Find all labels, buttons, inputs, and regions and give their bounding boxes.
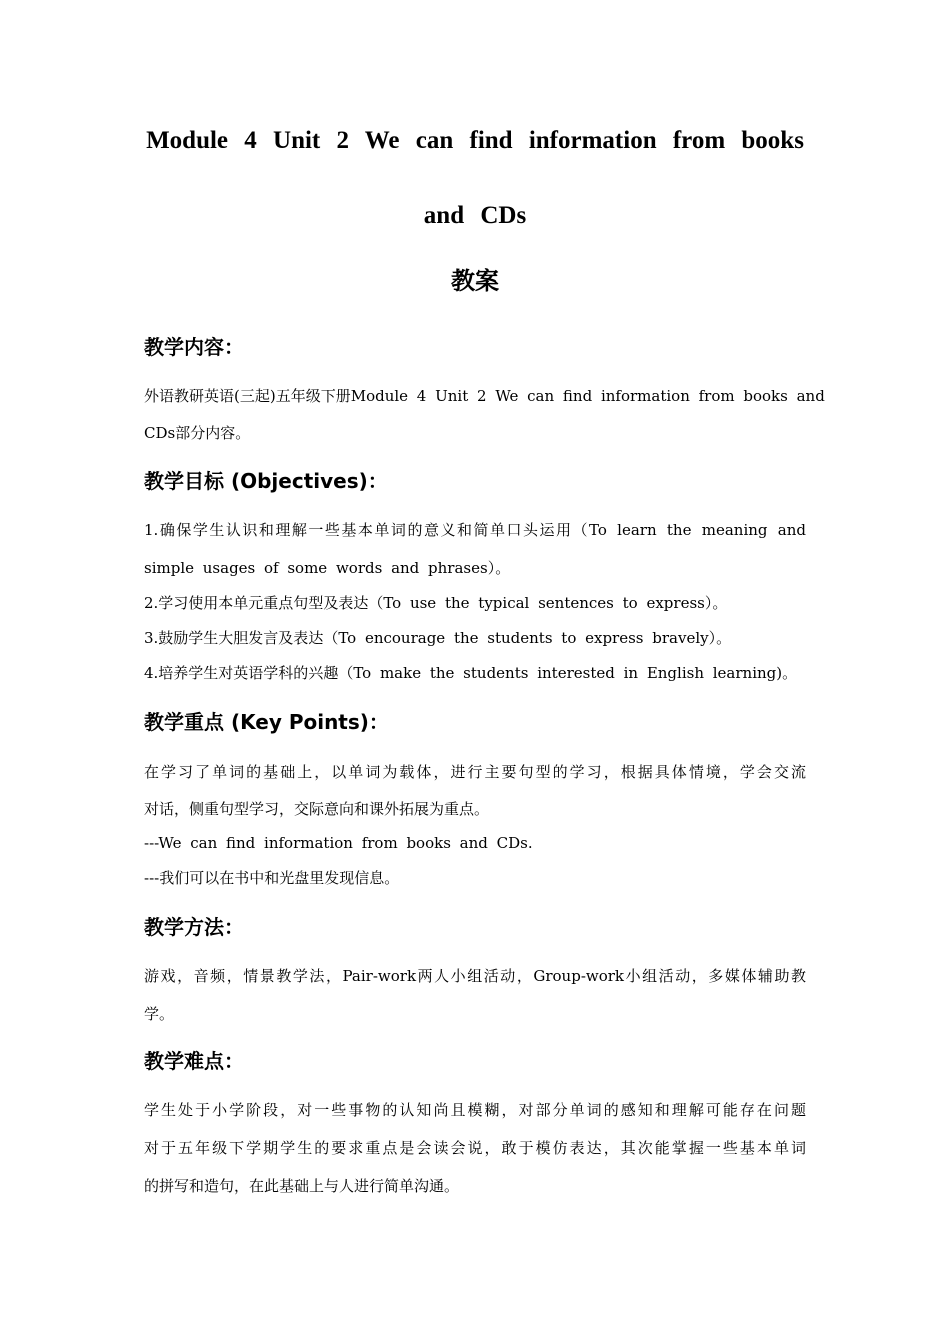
section-heading-content: 教学内容： [144,335,244,359]
difficulties-line: 对于五年级下学期学生的要求重点是会读会说，敢于模仿表达，其次能掌握一些基本单词 [144,1139,806,1157]
methods-line: 游戏，音频，情景教学法，Pair-work两人小组活动，Group-work小组活动，多媒体辅助教 [144,967,806,985]
difficulties-line: 学生处于小学阶段，对一些事物的认知尚且模糊，对部分单词的感知和理解可能存在问题 [144,1101,806,1119]
objectives-line: simple usages of some words and phrases）。 [144,559,511,577]
key-points-line: ---We can find information from books and CDs. [144,834,533,852]
document-title-line-1: Module 4 Unit 2 We can find information from books [146,127,804,154]
document-title-line-2: and CDs [423,202,527,229]
methods-line: 学。 [144,1005,175,1023]
content-line: CDs部分内容。 [144,424,251,442]
objectives-line: 2.学习使用本单元重点句型及表达（To use the typical sentences to express）。 [144,594,728,612]
document-title-line-3: 教案 [451,267,499,295]
section-heading-methods: 教学方法： [144,915,244,939]
key-points-line: 对话，侧重句型学习，交际意向和课外拓展为重点。 [144,800,490,818]
objectives-line: 4.培养学生对英语学科的兴趣（To make the students interested in English learning)。 [144,664,798,682]
key-points-line: 在学习了单词的基础上，以单词为载体，进行主要句型的学习，根据具体情境，学会交流 [144,763,806,781]
key-points-line: ---我们可以在书中和光盘里发现信息。 [144,869,400,887]
section-heading-key-points: 教学重点 (Key Points)： [144,710,389,734]
objectives-line: 1.确保学生认识和理解一些基本单词的意义和简单口头运用（To learn the meaning and [144,521,806,539]
section-heading-difficulties: 教学难点： [144,1049,244,1073]
objectives-line: 3.鼓励学生大胆发言及表达（To encourage the students to express bravely）。 [144,629,732,647]
difficulties-line: 的拼写和造句，在此基础上与人进行简单沟通。 [144,1177,460,1195]
content-line: 外语教研英语(三起)五年级下册Module 4 Unit 2 We can find information from books and [144,387,825,405]
section-heading-objectives: 教学目标 (Objectives)： [144,469,388,493]
